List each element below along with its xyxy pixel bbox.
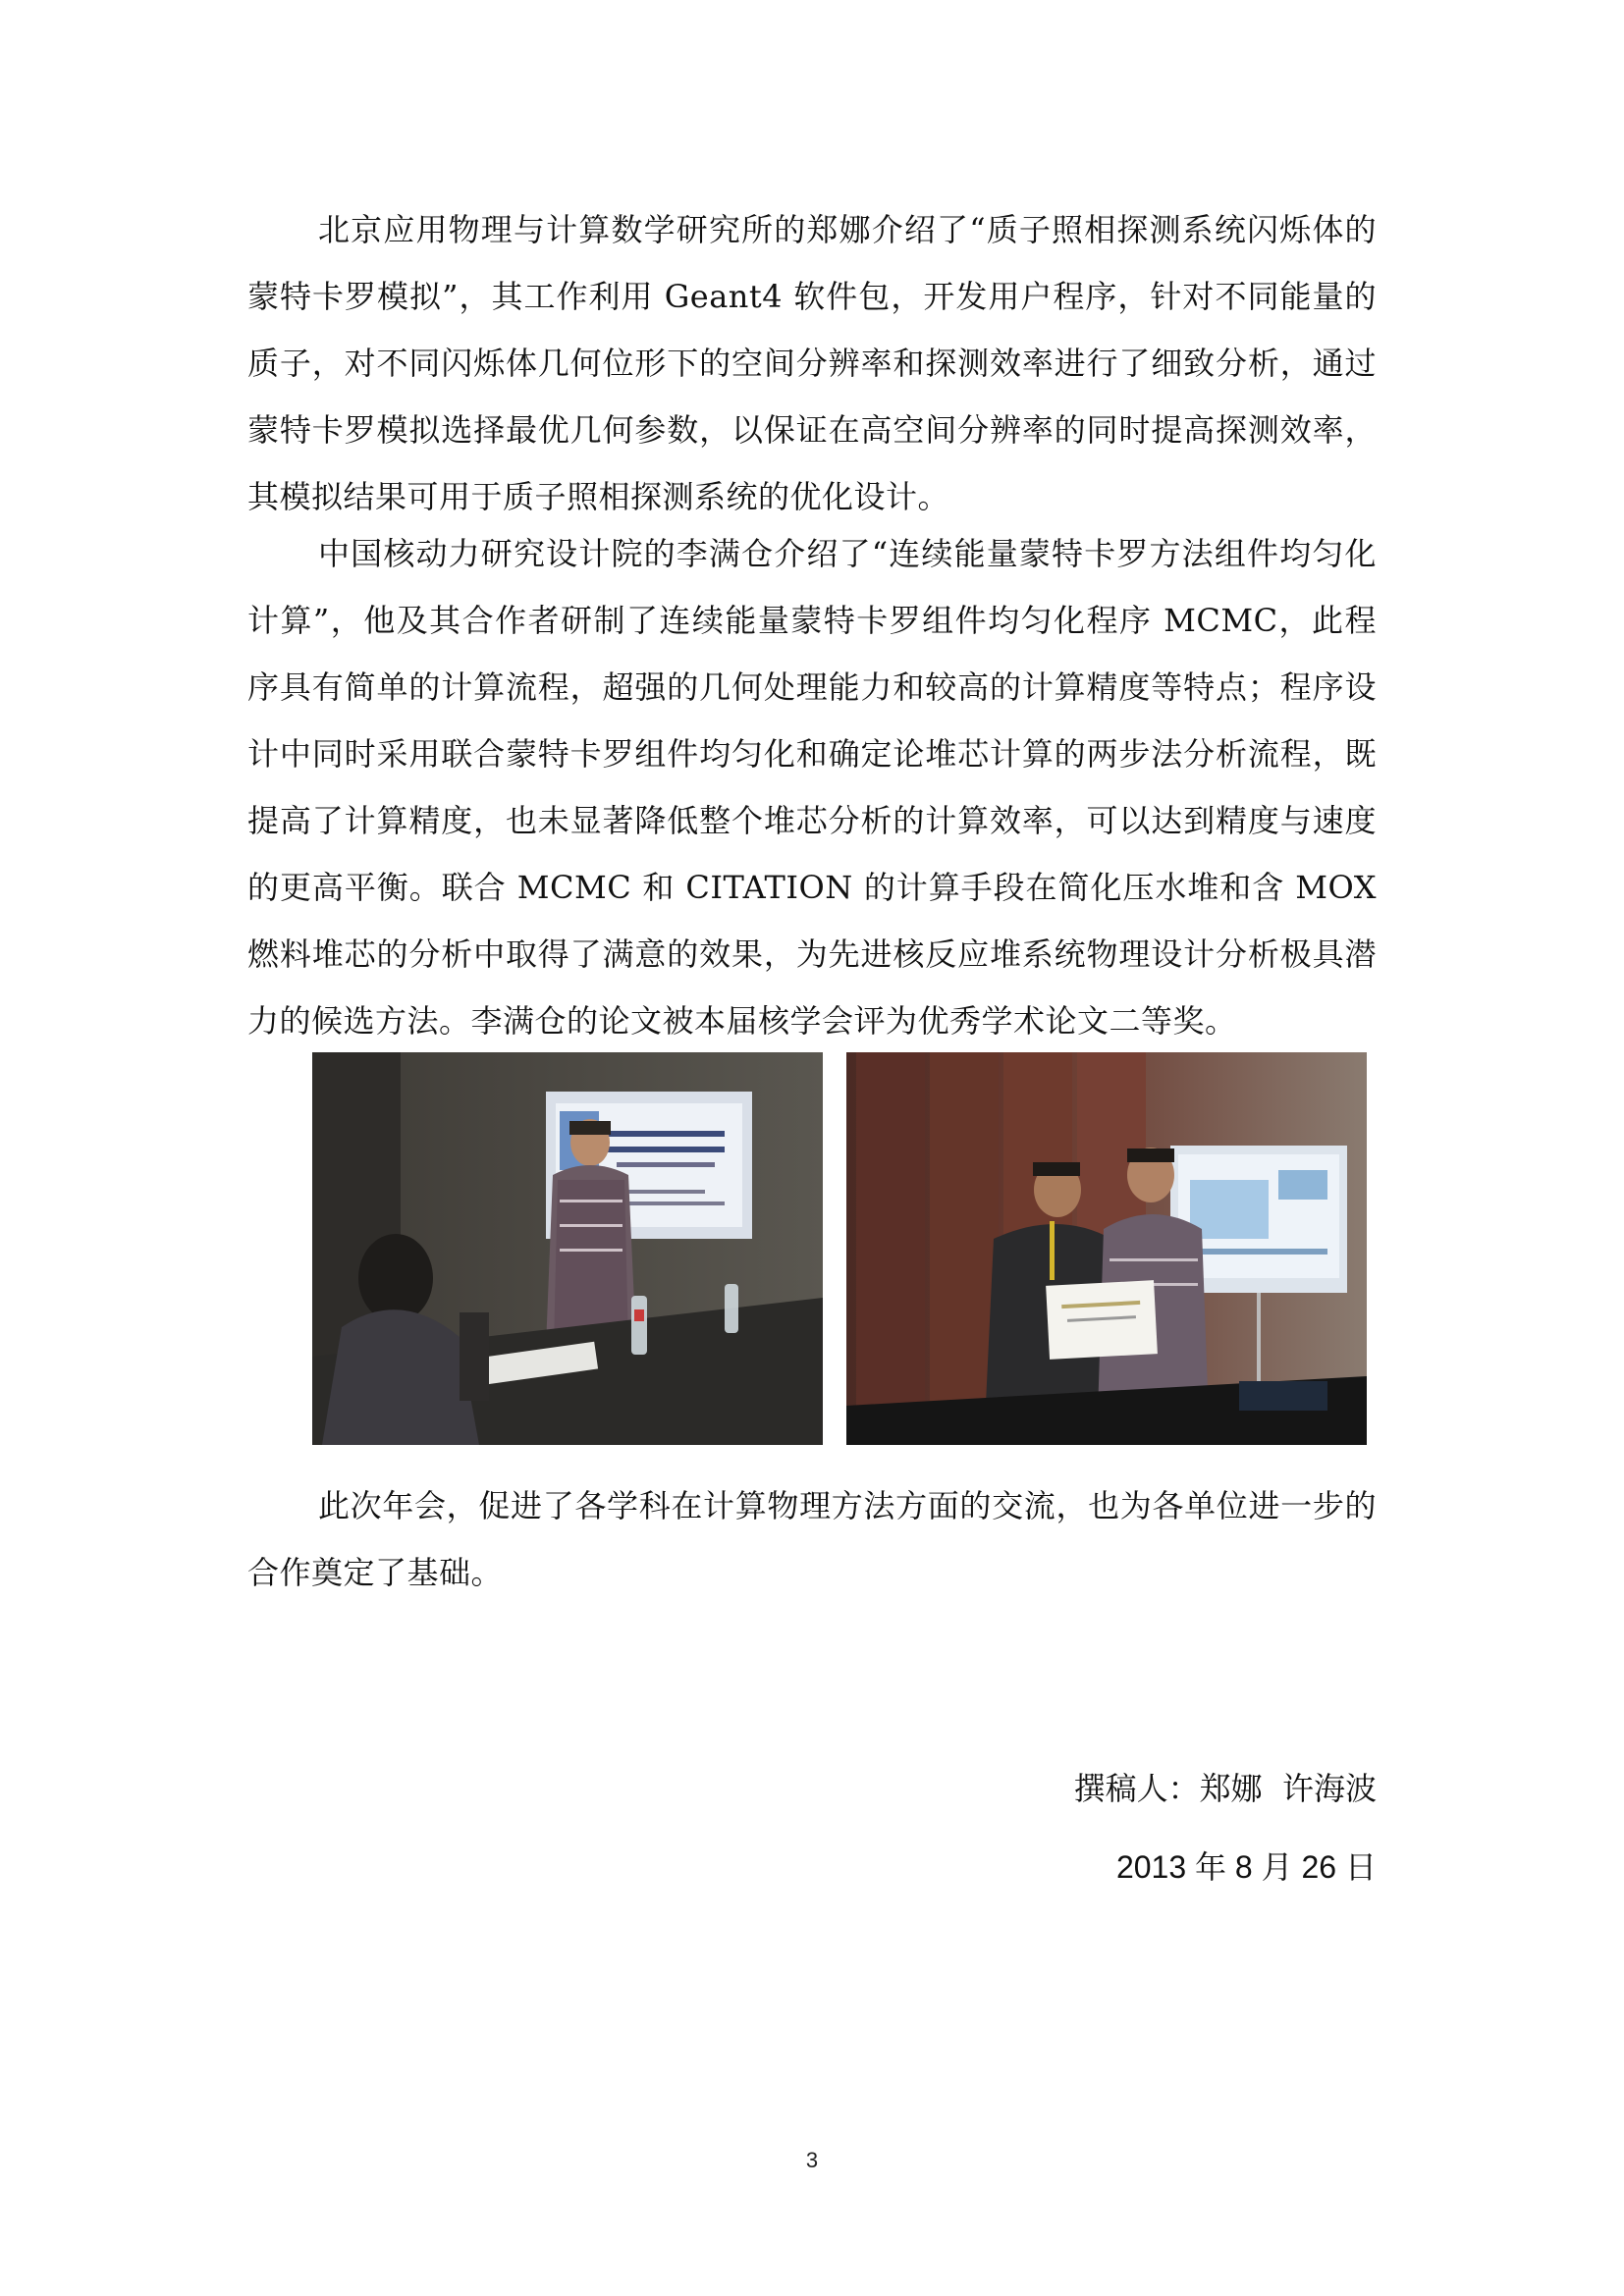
paragraph-conclusion: 此次年会，促进了各学科在计算物理方法方面的交流，也为各单位进一步的合作奠定了基础。 [247, 1487, 1377, 1591]
signature-date: 2013 年 8 月 26 日 [1115, 1849, 1377, 1885]
paragraph-mcmc-homogenization: 中国核动力研究设计院的李满仓介绍了“连续能量蒙特卡罗方法组件均匀化计算”，他及其合作者研制了连续能量蒙特卡罗组件均匀化程序 MCMC，此程序具有简单的计算流程，超强的几何处理能力和较高的计算精度等特点；程序设计中同时采用联合蒙特卡罗组件均匀化和确定论堆芯计算的两步法分析流程，既提高了计算精度，也未显著降低整个堆芯分析的计算效率，可以达到精度与速度的更高平衡。联合 MCMC 和 CITATION 的计算手段在简化压水堆和含 MOX 燃料堆芯的分析中取得了满意的效果，为先进核反应堆系统物理设计分析极具潜力的候选方法。李满仓的论文被本届核学会评为优秀学术论文二等奖。 [247, 535, 1377, 1040]
photo-presentation [312, 1052, 823, 1445]
page-number: 3 [805, 2148, 819, 2172]
photo-award-ceremony [846, 1052, 1367, 1445]
paragraph-proton-radiography: 北京应用物理与计算数学研究所的郑娜介绍了“质子照相探测系统闪烁体的蒙特卡罗模拟”，其工作利用 Geant4 软件包，开发用户程序，针对不同能量的质子，对不同闪烁体几何位形下的空间分辨率和探测效率进行了细致分析，通过蒙特卡罗模拟选择最优几何参数，以保证在高空间分辨率的同时提高探测效率，其模拟结果可用于质子照相探测系统的优化设计。 [247, 211, 1377, 515]
author-signature: 撰稿人：郑娜 许海波 [1073, 1770, 1377, 1807]
